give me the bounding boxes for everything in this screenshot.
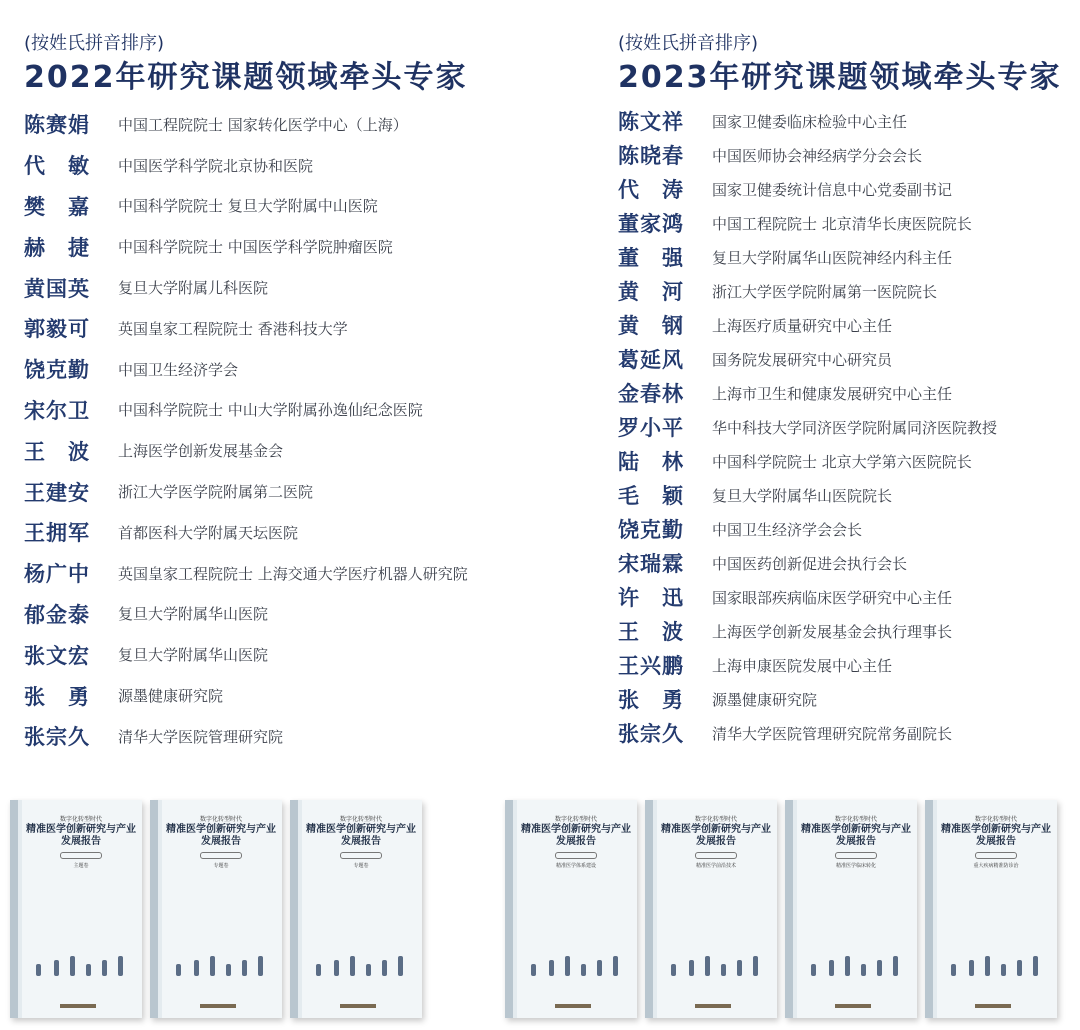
person-figure-icon [366,964,371,976]
expert-name: 董 强 [618,246,684,270]
expert-name: 毛 颖 [618,484,684,508]
expert-affiliation: 中国科学院院士 复旦大学附属中山医院 [118,197,378,216]
expert-row [618,376,1068,410]
book-title: 精准医学创新研究与产业发展报告 [801,824,911,847]
expert-affiliation: 上海市卫生和健康发展研究中心主任 [712,384,953,403]
person-figure-icon [737,960,742,976]
book-cover [785,800,917,1018]
book-series: 数字化转型时代 [694,816,737,823]
book-series: 数字化转型时代 [554,816,597,823]
publisher-logo [835,1004,871,1008]
expert-name: 宋瑞霖 [618,552,684,576]
expert-name: 黄 河 [618,280,684,304]
person-figure-icon [350,956,355,976]
expert-name: 罗小平 [618,416,684,440]
book-tag [975,852,1017,859]
person-figure-icon [102,960,107,976]
expert-row [618,580,1068,614]
book-cover [925,800,1057,1018]
book-series: 数字化转型时代 [199,816,242,823]
expert-affiliation: 复旦大学附属华山医院 [118,605,269,624]
expert-row [618,274,1068,308]
expert-row [618,308,1068,342]
expert-affiliation: 上海医疗质量研究中心主任 [712,316,893,335]
expert-name: 张 勇 [618,688,684,712]
expert-affiliation: 中国工程院院士 国家转化医学中心（上海） [118,115,408,134]
expert-row [618,546,1068,580]
publisher-logo [60,1004,96,1008]
book-tag [60,852,102,859]
expert-name: 金春林 [618,382,684,406]
expert-affiliation: 中国医药创新促进会执行会长 [712,554,908,573]
person-figure-icon [689,960,694,976]
expert-name: 代 涛 [618,178,684,202]
expert-affiliation: 清华大学医院管理研究院 [118,727,284,746]
cover-illustration [661,890,771,990]
person-figure-icon [118,956,123,976]
expert-row [618,716,1068,750]
expert-name: 张 勇 [24,684,90,709]
expert-name: 黄国英 [24,276,90,301]
book-cover [645,800,777,1018]
person-figure-icon [242,960,247,976]
person-figure-icon [877,960,882,976]
expert-name: 饶克勤 [24,358,90,383]
person-figure-icon [70,956,75,976]
expert-name: 樊 嘉 [24,194,90,219]
expert-row [24,634,564,675]
expert-name: 王兴鹏 [618,654,684,678]
expert-affiliation: 中国卫生经济学会 [118,360,239,379]
expert-name: 王拥军 [24,521,90,546]
book-title: 精准医学创新研究与产业发展报告 [941,824,1051,847]
expert-name: 陆 林 [618,450,684,474]
book-subtitle: 精准医学前沿技术 [695,863,736,869]
book-title: 精准医学创新研究与产业发展报告 [26,824,136,847]
expert-affiliation: 源墨健康研究院 [118,687,224,706]
expert-row [24,186,564,227]
person-figure-icon [671,964,676,976]
person-figure-icon [969,960,974,976]
person-figure-icon [176,964,181,976]
person-figure-icon [226,964,231,976]
cover-illustration [306,890,416,990]
cover-illustration [521,890,631,990]
expert-row [618,614,1068,648]
book-cover [150,800,282,1018]
expert-name: 宋尔卫 [24,398,90,423]
person-figure-icon [565,956,570,976]
person-figure-icon [705,956,710,976]
book-subtitle: 重大疾病精准防诊治 [973,863,1019,869]
person-figure-icon [86,964,91,976]
section-title-2023: 2023年研究课题领域牵头专家 [618,60,1062,95]
expert-name: 代 敏 [24,154,90,179]
book-tag [340,852,382,859]
expert-affiliation: 复旦大学附属华山医院神经内科主任 [712,248,953,267]
cover-illustration [26,890,136,990]
expert-name: 郁金泰 [24,602,90,627]
expert-name: 陈赛娟 [24,113,90,138]
expert-row [24,471,564,512]
book-tag [555,852,597,859]
expert-name: 王 波 [618,620,684,644]
publisher-logo [695,1004,731,1008]
person-figure-icon [334,960,339,976]
expert-row [618,512,1068,546]
person-figure-icon [549,960,554,976]
book-tag [695,852,737,859]
book-title: 精准医学创新研究与产业发展报告 [661,824,771,847]
expert-affiliation: 复旦大学附属华山医院 [118,646,269,665]
expert-affiliation: 中国医学科学院北京协和医院 [118,156,314,175]
person-figure-icon [194,960,199,976]
expert-affiliation: 中国科学院院士 中国医学科学院肿瘤医院 [118,238,393,257]
expert-row [24,675,564,716]
expert-row [618,172,1068,206]
expert-row [618,648,1068,682]
expert-affiliation: 上海医学创新发展基金会执行理事长 [712,622,953,641]
expert-affiliation: 清华大学医院管理研究院常务副院长 [712,724,953,743]
person-figure-icon [54,960,59,976]
book-subtitle: 专题卷 [353,863,369,869]
expert-row [24,430,564,471]
expert-row [24,104,564,145]
person-figure-icon [36,964,41,976]
person-figure-icon [985,956,990,976]
person-figure-icon [811,964,816,976]
person-figure-icon [1033,956,1038,976]
expert-affiliation: 中国科学院院士 北京大学第六医院院长 [712,452,972,471]
expert-row [618,104,1068,138]
expert-affiliation: 国家眼部疾病临床医学研究中心主任 [712,588,953,607]
expert-affiliation: 上海申康医院发展中心主任 [712,656,893,675]
expert-row [24,226,564,267]
expert-list-2023 [618,104,1068,750]
expert-name: 葛延风 [618,348,684,372]
expert-affiliation: 复旦大学附属华山医院院长 [712,486,893,505]
expert-name: 陈文祥 [618,110,684,134]
cover-illustration [941,890,1051,990]
expert-affiliation: 中国卫生经济学会会长 [712,520,863,539]
expert-affiliation: 中国科学院院士 中山大学附属孙逸仙纪念医院 [118,401,423,420]
person-figure-icon [951,964,956,976]
book-series: 数字化转型时代 [974,816,1017,823]
expert-name: 许 迅 [618,586,684,610]
person-figure-icon [861,964,866,976]
book-subtitle: 精准医学体系建设 [555,863,596,869]
expert-affiliation: 首都医科大学附属天坛医院 [118,523,299,542]
expert-name: 张宗久 [618,722,684,746]
person-figure-icon [316,964,321,976]
person-figure-icon [597,960,602,976]
expert-row [24,553,564,594]
book-title: 精准医学创新研究与产业发展报告 [521,824,631,847]
person-figure-icon [829,960,834,976]
book-cover [290,800,422,1018]
expert-name: 张文宏 [24,643,90,668]
book-cover [10,800,142,1018]
publisher-logo [200,1004,236,1008]
book-covers-2022 [10,800,422,1018]
expert-name: 饶克勤 [618,518,684,542]
book-tag [835,852,877,859]
expert-name: 王 波 [24,439,90,464]
expert-affiliation: 浙江大学医学院附属第二医院 [118,483,314,502]
sort-note: (按姓氏拼音排序) [618,33,759,54]
person-figure-icon [721,964,726,976]
book-cover [505,800,637,1018]
person-figure-icon [382,960,387,976]
person-figure-icon [398,956,403,976]
expert-row [618,342,1068,376]
expert-list-2022 [24,104,564,757]
expert-affiliation: 中国工程院院士 北京清华长庚医院院长 [712,214,972,233]
book-subtitle: 精准医学临床转化 [835,863,876,869]
expert-name: 赫 捷 [24,235,90,260]
person-figure-icon [1017,960,1022,976]
expert-affiliation: 上海医学创新发展基金会 [118,442,284,461]
expert-affiliation: 国务院发展研究中心研究员 [712,350,893,369]
expert-affiliation: 浙江大学医学院附属第一医院院长 [712,282,938,301]
person-figure-icon [845,956,850,976]
expert-name: 董家鸿 [618,212,684,236]
book-subtitle: 主题卷 [73,863,89,869]
sort-note: (按姓氏拼音排序) [24,33,165,54]
expert-row [24,308,564,349]
left-column [24,32,564,757]
expert-row [24,390,564,431]
person-figure-icon [581,964,586,976]
cover-illustration [801,890,911,990]
book-series: 数字化转型时代 [339,816,382,823]
publisher-logo [340,1004,376,1008]
book-tag [200,852,242,859]
expert-row [24,349,564,390]
expert-row [618,240,1068,274]
book-title: 精准医学创新研究与产业发展报告 [166,824,276,847]
person-figure-icon [210,956,215,976]
expert-row [618,410,1068,444]
expert-row [24,267,564,308]
expert-affiliation: 华中科技大学同济医学院附属同济医院教授 [712,418,998,437]
expert-row [618,682,1068,716]
expert-row [24,512,564,553]
expert-name: 郭毅可 [24,317,90,342]
book-title: 精准医学创新研究与产业发展报告 [306,824,416,847]
expert-affiliation: 复旦大学附属儿科医院 [118,279,269,298]
expert-affiliation: 英国皇家工程院院士 上海交通大学医疗机器人研究院 [118,564,468,583]
book-covers-2023 [505,800,1057,1018]
person-figure-icon [1001,964,1006,976]
person-figure-icon [893,956,898,976]
book-series: 数字化转型时代 [59,816,102,823]
expert-row [618,138,1068,172]
publisher-logo [975,1004,1011,1008]
expert-row [618,478,1068,512]
expert-affiliation: 中国医师协会神经病学分会会长 [712,146,923,165]
person-figure-icon [613,956,618,976]
expert-row [24,145,564,186]
publisher-logo [555,1004,591,1008]
person-figure-icon [753,956,758,976]
expert-affiliation: 国家卫健委临床检验中心主任 [712,112,908,131]
cover-illustration [166,890,276,990]
person-figure-icon [258,956,263,976]
expert-name: 张宗久 [24,725,90,750]
person-figure-icon [531,964,536,976]
expert-name: 王建安 [24,480,90,505]
expert-name: 陈晓春 [618,144,684,168]
right-column [618,32,1068,750]
book-series: 数字化转型时代 [834,816,877,823]
expert-name: 黄 钢 [618,314,684,338]
expert-affiliation: 国家卫健委统计信息中心党委副书记 [712,180,953,199]
expert-row [24,716,564,757]
expert-row [618,444,1068,478]
section-title-2022: 2022年研究课题领域牵头专家 [24,60,468,95]
book-subtitle: 专题卷 [213,863,229,869]
expert-row [618,206,1068,240]
expert-name: 杨广中 [24,562,90,587]
expert-row [24,594,564,635]
expert-affiliation: 源墨健康研究院 [712,690,818,709]
expert-affiliation: 英国皇家工程院院士 香港科技大学 [118,319,348,338]
